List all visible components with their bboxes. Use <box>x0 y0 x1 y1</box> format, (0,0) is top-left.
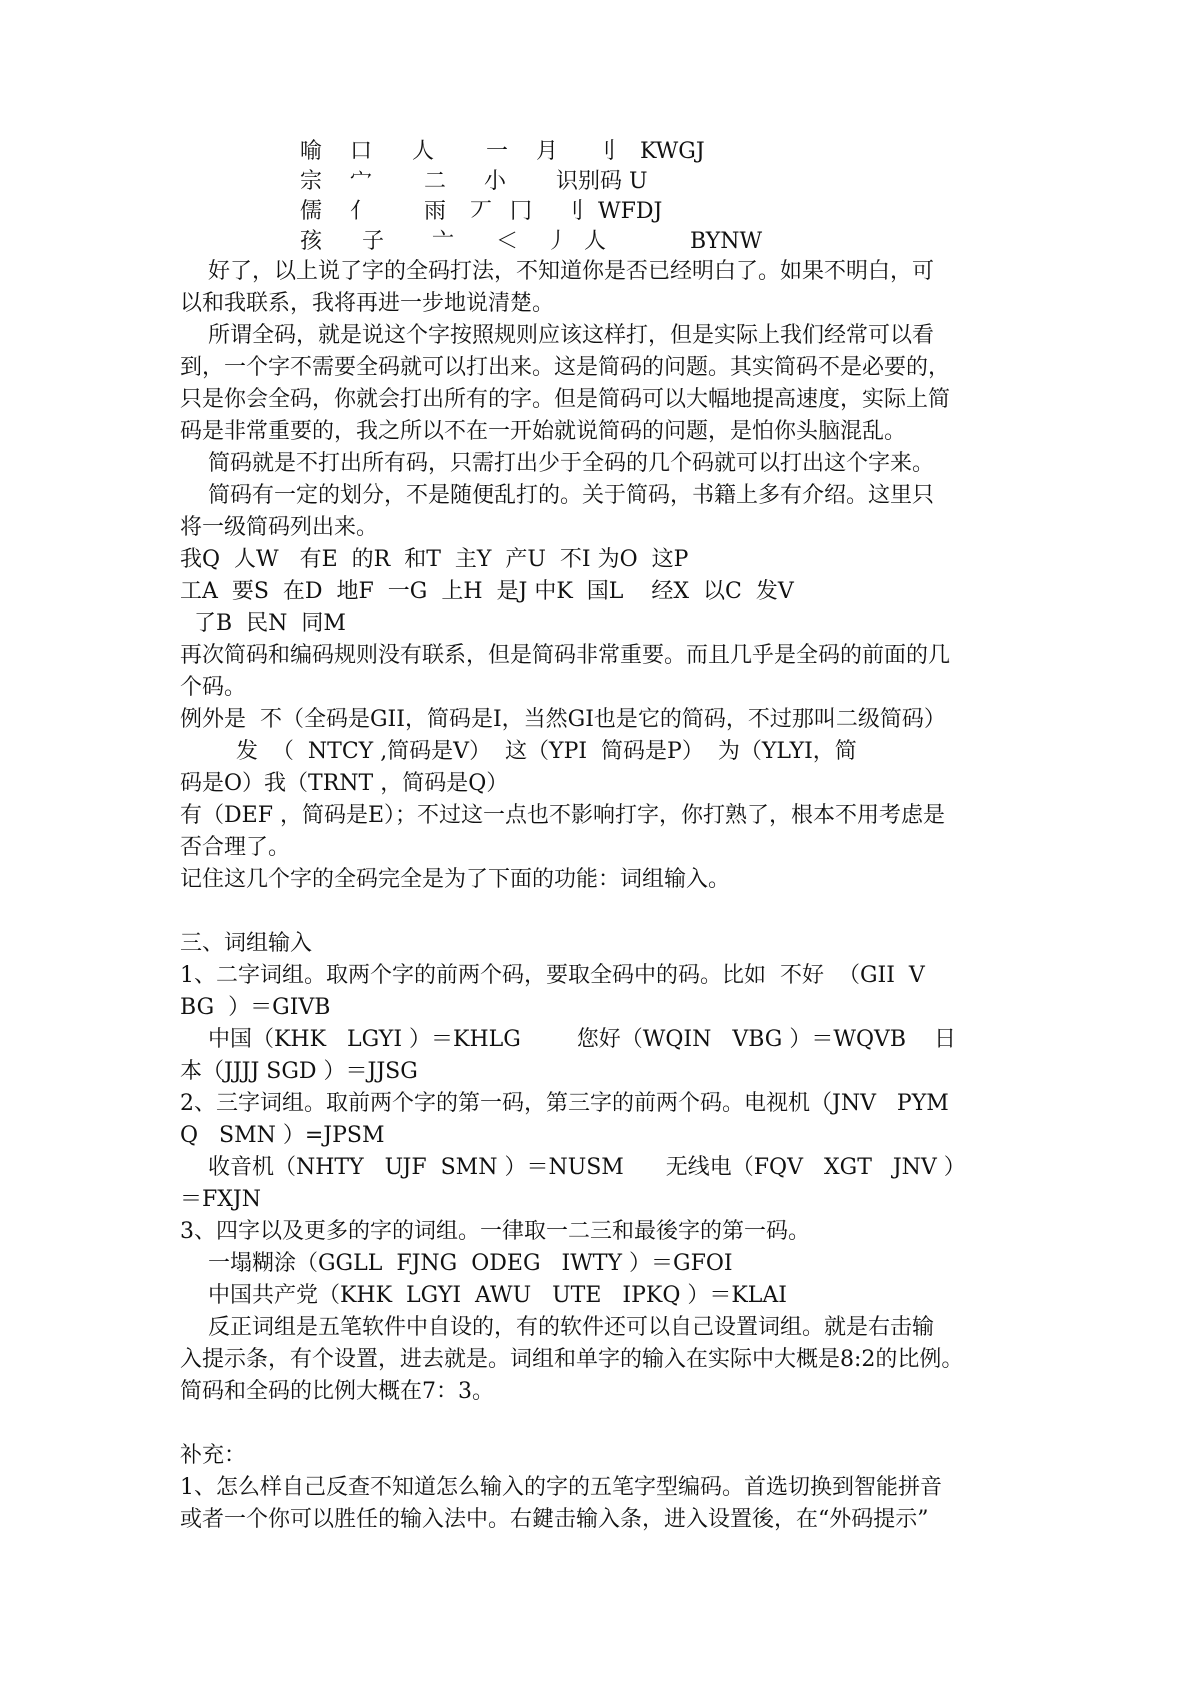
text-line: 2、三字词组。取前两个字的第一码，第三字的前两个码。电视机（JNV PYM <box>180 1091 949 1116</box>
decomp-code: KWGJ <box>640 139 705 164</box>
decomp-part: 一 <box>486 139 509 164</box>
text-line: 一塌糊涂（GGLL FJNG ODEG IWTY ）＝GFOI <box>180 1251 733 1276</box>
decomp-part: 冂 <box>510 199 533 224</box>
decomp-part: ＜ <box>496 229 519 254</box>
decomp-part: 小 <box>484 169 507 194</box>
text-line: 工A 要S 在D 地F 一G 上H 是J 中K 国L 经X 以C 发V <box>180 579 794 604</box>
text-line: 本（JJJJ SGD ）＝JJSG <box>180 1059 418 1084</box>
text-line: 简码和全码的比例大概在7：3。 <box>180 1379 494 1404</box>
decomp-char: 宗 <box>300 169 323 194</box>
text-line: 中国共产党（KHK LGYI AWU UTE IPKQ ）＝KLAI <box>180 1283 787 1308</box>
text-line: 否合理了。 <box>180 835 291 860</box>
text-line: 将一级简码列出来。 <box>180 515 379 540</box>
text-line: 所谓全码，就是说这个字按照规则应该这样打，但是实际上我们经常可以看 <box>180 323 934 348</box>
decomp-part: 口 <box>350 139 373 164</box>
decomp-char: 儒 <box>300 199 323 224</box>
section-heading: 补充： <box>180 1443 247 1468</box>
decomp-char: 孩 <box>300 229 323 254</box>
decomp-part: 子 <box>362 229 385 254</box>
text-line: 1、二字词组。取两个字的前两个码，要取全码中的码。比如 不好 （GII V <box>180 963 925 988</box>
decomp-part: 宀 <box>350 169 373 194</box>
decomp-part: 雨 <box>424 199 447 224</box>
text-line: 简码就是不打出所有码，只需打出少于全码的几个码就可以打出这个字来。 <box>180 451 934 476</box>
text-line: 反正词组是五笔软件中自设的，有的软件还可以自己设置词组。就是右击输 <box>180 1315 934 1340</box>
text-line: 到，一个字不需要全码就可以打出来。这是简码的问题。其实简码不是必要的， <box>180 355 951 380</box>
decomp-code: 识别码 U <box>556 169 648 194</box>
text-line: 发 （ NTCY ,简码是V） 这（YPI 简码是P） 为（YLYI，简 <box>180 739 857 764</box>
decomp-part: 刂 <box>594 139 617 164</box>
decomp-code: WFDJ <box>598 199 663 224</box>
decomp-part: 月 <box>536 139 559 164</box>
text-line: 个码。 <box>180 675 247 700</box>
decomp-part: 人 <box>584 229 607 254</box>
text-line: 只是你会全码，你就会打出所有的字。但是简码可以大幅地提高速度，实际上简 <box>180 387 951 412</box>
text-line: 了B 民N 同M <box>180 611 346 636</box>
decomp-part: 人 <box>412 139 435 164</box>
text-line: 收音机（NHTY UJF SMN ）＝NUSM 无线电（FQV XGT JNV ） <box>180 1155 966 1180</box>
text-line: 码是非常重要的，我之所以不在一开始就说简码的问题，是怕你头脑混乱。 <box>180 419 907 444</box>
text-line: 我Q 人W 有E 的R 和T 主Y 产U 不I 为O 这P <box>180 547 689 572</box>
decomp-char: 喻 <box>300 139 323 164</box>
decomp-part: 亠 <box>432 229 455 254</box>
text-line: ＝FXJN <box>180 1187 261 1212</box>
text-line: 例外是 不（全码是GII，简码是I，当然GI也是它的简码，不过那叫二级简码） <box>180 707 946 732</box>
text-line: 1、怎么样自己反查不知道怎么输入的字的五笔字型编码。首选切换到智能拼音 <box>180 1475 942 1500</box>
text-line: 3、四字以及更多的字的词组。一律取一二三和最後字的第一码。 <box>180 1219 810 1244</box>
text-line: 记住这几个字的全码完全是为了下面的功能：词组输入。 <box>180 867 731 892</box>
decomp-part: 二 <box>424 169 447 194</box>
decomp-part: 亻 <box>350 199 373 224</box>
text-line: 有（DEF ，简码是E）；不过这一点也不影响打字，你打熟了，根本不用考虑是 <box>180 803 946 828</box>
text-line: 好了，以上说了字的全码打法，不知道你是否已经明白了。如果不明白，可 <box>180 259 934 284</box>
decomp-code: BYNW <box>690 229 763 254</box>
text-line: 简码有一定的划分，不是随便乱打的。关于简码，书籍上多有介绍。这里只 <box>180 483 934 508</box>
text-line: Q SMN ）=JPSM <box>180 1123 385 1148</box>
text-line: 以和我联系，我将再进一步地说清楚。 <box>180 291 555 316</box>
text-line: 入提示条，有个设置，进去就是。词组和单字的输入在实际中大概是8:2的比例。 <box>180 1347 964 1372</box>
decomp-part: 刂 <box>562 199 585 224</box>
section-heading: 三、词组输入 <box>180 931 313 956</box>
text-line: 中国（KHK LGYI ）＝KHLG 您好（WQIN VBG ）＝WQVB 日 <box>180 1027 957 1052</box>
decomp-part: 丿 <box>546 229 569 254</box>
decomp-part: 丆 <box>470 199 493 224</box>
text-line: BG ）＝GIVB <box>180 995 331 1020</box>
text-line: 码是O）我（TRNT ，简码是Q） <box>180 771 509 796</box>
text-line: 再次简码和编码规则没有联系，但是简码非常重要。而且几乎是全码的前面的几 <box>180 643 951 668</box>
text-line: 或者一个你可以胜任的输入法中。右鍵击输入条，进入设置後，在“外码提示” <box>180 1507 929 1532</box>
